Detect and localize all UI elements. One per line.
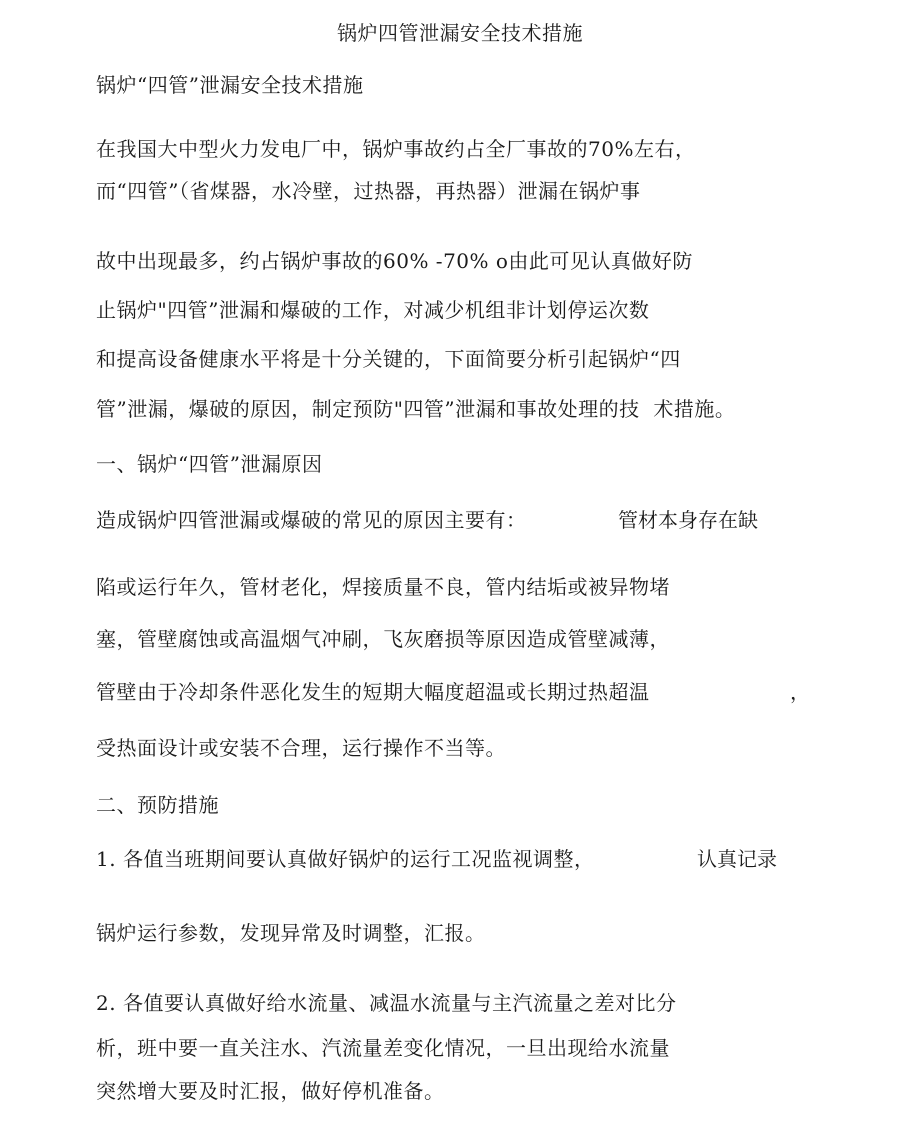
intro-line-4: 止锅炉"四管”泄漏和爆破的工作，对减少机组非计划停运次数 xyxy=(96,298,650,322)
section2-title: 二、预防措施 xyxy=(96,793,219,817)
document-heading: 锅炉“四管”泄漏安全技术措施 xyxy=(96,73,364,97)
intro-line-1: 在我国大中型火力发电厂中，锅炉事故约占全厂事故的70%左右， xyxy=(96,137,696,161)
section1-line-4b: ， xyxy=(790,680,810,704)
intro-line-5: 和提高设备健康水平将是十分关键的，下面简要分析引起锅炉“四 xyxy=(96,347,681,371)
intro-line-3: 故中出现最多，约占锅炉事故的60% -70% o由此可见认真做好防 xyxy=(96,249,693,273)
section1-line-3: 塞，管壁腐蚀或高温烟气冲刷，飞灰磨损等原因造成管壁减薄， xyxy=(96,627,670,651)
item1-line-1b: 认真记录 xyxy=(697,847,777,871)
item1-line-1a: 1. 各值当班期间要认真做好锅炉的运行工况监视调整， xyxy=(96,847,595,871)
document-title: 锅炉四管泄漏安全技术措施 xyxy=(337,21,583,45)
section1-title: 一、锅炉“四管”泄漏原因 xyxy=(96,452,323,476)
section1-line-1a: 造成锅炉四管泄漏或爆破的常见的原因主要有： xyxy=(96,508,527,532)
section1-line-4a: 管壁由于冷却条件恶化发生的短期大幅度超温或长期过热超温 xyxy=(96,680,650,704)
section1-line-1b: 管材本身存在缺 xyxy=(618,508,758,532)
item2-line-3: 突然增大要及时汇报，做好停机准备。 xyxy=(96,1079,445,1103)
item2-line-1: 2. 各值要认真做好给水流量、减温水流量与主汽流量之差对比分 xyxy=(96,991,677,1015)
section1-line-2: 陷或运行年久，管材老化，焊接质量不良，管内结垢或被异物堵 xyxy=(96,575,670,599)
intro-line-2: 而“四管”（省煤器，水冷壁，过热器，再热器）泄漏在锅炉事 xyxy=(96,179,641,203)
item1-line-2: 锅炉运行参数，发现异常及时调整，汇报。 xyxy=(96,921,486,945)
item2-line-2: 析，班中要一直关注水、汽流量差变化情况，一旦出现给水流量 xyxy=(96,1036,670,1060)
section1-line-5: 受热面设计或安装不合理，运行操作不当等。 xyxy=(96,736,506,760)
intro-line-6: 管”泄漏，爆破的原因，制定预防"四管”泄漏和事故处理的技 术措施。 xyxy=(96,397,736,421)
